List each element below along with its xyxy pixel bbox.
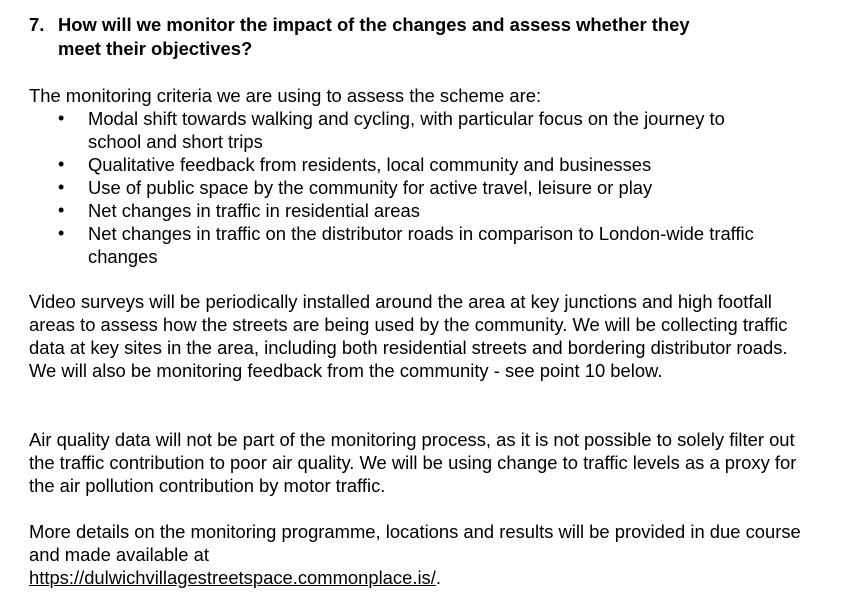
bullet-icon: • [58, 223, 65, 243]
section-heading [29, 13, 829, 61]
bullet-icon: • [58, 200, 65, 220]
list-item [0, 153, 778, 176]
details-text: More details on the monitoring programme, locations and results will be provided in due course and made available at [29, 521, 801, 565]
criteria-text: Qualitative feedback from residents, local community and businesses [88, 154, 652, 175]
intro-text: The monitoring criteria we are using to assess the scheme are: [29, 85, 542, 106]
section-title-line-1: How will we monitor the impact of the changes and assess whether they [58, 14, 690, 35]
list-item [0, 176, 778, 199]
criteria-text: Net changes in traffic in residential areas [88, 200, 420, 221]
list-item [0, 199, 778, 222]
criteria-text: Use of public space by the community for active travel, leisure or play [88, 177, 653, 198]
more-details-paragraph [29, 520, 819, 589]
criteria-text: Modal shift towards walking and cycling, with particular focus on the journey to school and short trips [88, 108, 725, 152]
criteria-list [0, 107, 842, 268]
air-quality-paragraph: Air quality data will not be part of the monitoring process, as it is not possible to solely filter out the traffic contribution to poor air quality. We will be using change to traffic levels as a proxy for the air pollution contribution by motor traffic. [29, 429, 797, 496]
details-suffix: . [435, 567, 441, 588]
list-item [0, 222, 778, 268]
heading-line-1 [29, 13, 829, 37]
criteria-text: Net changes in traffic on the distributor roads in comparison to London-wide traffic changes [88, 223, 754, 267]
section-title-line-2: meet their objectives? [58, 38, 253, 59]
commonplace-link[interactable]: https://dulwichvillagestreetspace.commonplace.is/ [29, 567, 436, 588]
bullet-icon: • [58, 177, 65, 197]
bullet-icon: • [58, 108, 65, 128]
video-surveys-paragraph: Video surveys will be periodically installed around the area at key junctions and high footfall areas to assess how the streets are being used by the community. We will be collecting traffic data at key sites in the area, including both residential streets and bordering distributor roads. We will also be monitoring feedback from the community - see point 10 below. [29, 291, 788, 381]
section-number: 7. [29, 14, 45, 35]
list-item [0, 107, 778, 153]
bullet-icon: • [58, 154, 65, 174]
